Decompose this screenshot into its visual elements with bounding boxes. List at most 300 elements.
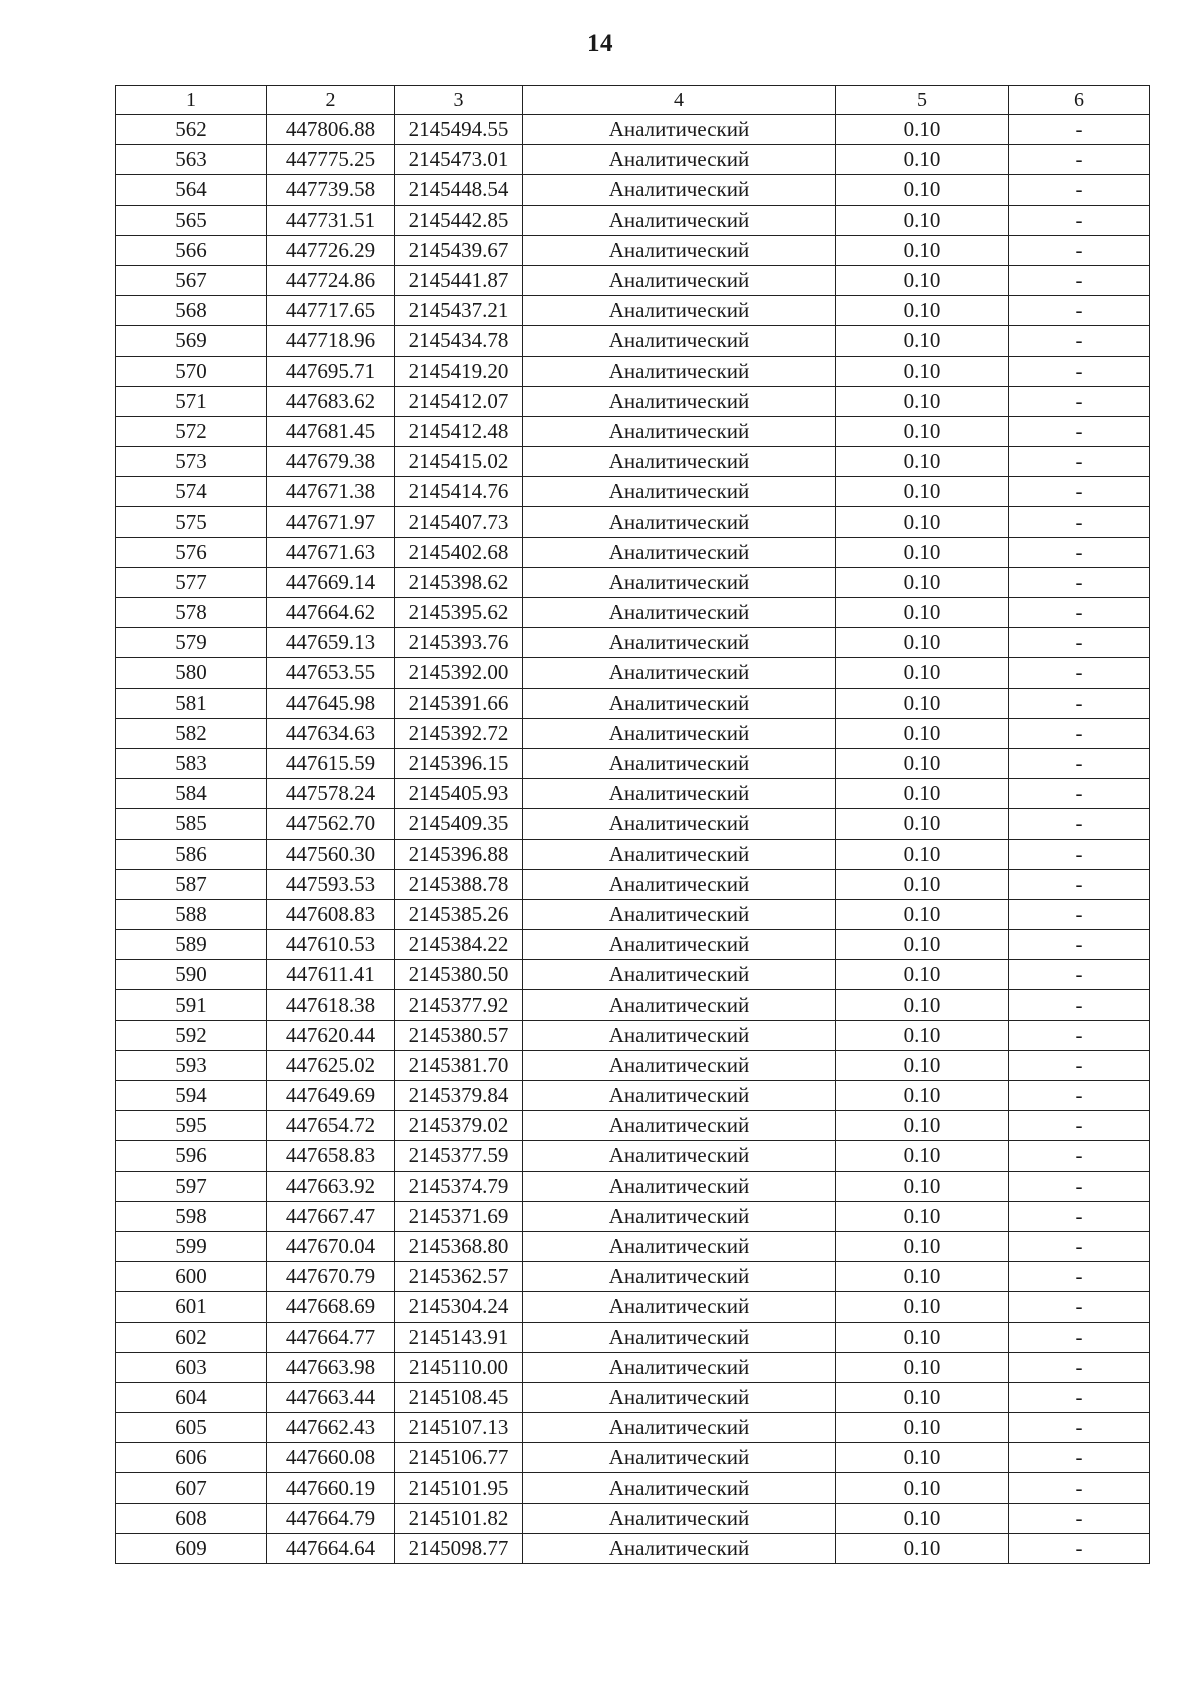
method-cell: Аналитический [523, 1473, 836, 1503]
table-row [116, 1473, 1150, 1503]
x-coordinate-cell: 447645.98 [267, 688, 395, 718]
accuracy-cell: 0.10 [836, 567, 1009, 597]
y-coordinate-cell: 2145494.55 [395, 115, 523, 145]
accuracy-cell: 0.10 [836, 145, 1009, 175]
x-coordinate-cell: 447668.69 [267, 1292, 395, 1322]
y-coordinate-cell: 2145396.88 [395, 839, 523, 869]
point-number-cell: 603 [116, 1352, 267, 1382]
point-number-cell: 568 [116, 296, 267, 326]
accuracy-cell: 0.10 [836, 265, 1009, 295]
y-coordinate-cell: 2145442.85 [395, 205, 523, 235]
method-cell: Аналитический [523, 1382, 836, 1412]
note-cell: - [1009, 869, 1150, 899]
accuracy-cell: 0.10 [836, 1352, 1009, 1382]
accuracy-cell: 0.10 [836, 1443, 1009, 1473]
accuracy-cell: 0.10 [836, 1050, 1009, 1080]
accuracy-cell: 0.10 [836, 779, 1009, 809]
point-number-cell: 564 [116, 175, 267, 205]
x-coordinate-cell: 447775.25 [267, 145, 395, 175]
y-coordinate-cell: 2145107.13 [395, 1413, 523, 1443]
accuracy-cell: 0.10 [836, 356, 1009, 386]
note-cell: - [1009, 990, 1150, 1020]
y-coordinate-cell: 2145385.26 [395, 899, 523, 929]
note-cell: - [1009, 507, 1150, 537]
table-row [116, 1171, 1150, 1201]
note-cell: - [1009, 145, 1150, 175]
table-row [116, 115, 1150, 145]
note-cell: - [1009, 1322, 1150, 1352]
point-number-cell: 609 [116, 1533, 267, 1563]
table-row [116, 658, 1150, 688]
accuracy-cell: 0.10 [836, 748, 1009, 778]
point-number-cell: 591 [116, 990, 267, 1020]
y-coordinate-cell: 2145392.00 [395, 658, 523, 688]
y-coordinate-cell: 2145402.68 [395, 537, 523, 567]
y-coordinate-cell: 2145380.57 [395, 1020, 523, 1050]
x-coordinate-cell: 447683.62 [267, 386, 395, 416]
point-number-cell: 595 [116, 1111, 267, 1141]
x-coordinate-cell: 447670.79 [267, 1262, 395, 1292]
point-number-cell: 596 [116, 1141, 267, 1171]
table-row [116, 326, 1150, 356]
method-cell: Аналитический [523, 235, 836, 265]
method-cell: Аналитический [523, 1413, 836, 1443]
y-coordinate-cell: 2145101.95 [395, 1473, 523, 1503]
x-coordinate-cell: 447726.29 [267, 235, 395, 265]
x-coordinate-cell: 447671.38 [267, 477, 395, 507]
note-cell: - [1009, 1111, 1150, 1141]
accuracy-cell: 0.10 [836, 115, 1009, 145]
accuracy-cell: 0.10 [836, 809, 1009, 839]
y-coordinate-cell: 2145377.59 [395, 1141, 523, 1171]
method-cell: Аналитический [523, 447, 836, 477]
y-coordinate-cell: 2145419.20 [395, 356, 523, 386]
accuracy-cell: 0.10 [836, 477, 1009, 507]
table-row [116, 507, 1150, 537]
accuracy-cell: 0.10 [836, 1292, 1009, 1322]
point-number-cell: 587 [116, 869, 267, 899]
method-cell: Аналитический [523, 688, 836, 718]
method-cell: Аналитический [523, 1141, 836, 1171]
table-row [116, 416, 1150, 446]
method-cell: Аналитический [523, 658, 836, 688]
table-row [116, 265, 1150, 295]
method-cell: Аналитический [523, 1292, 836, 1322]
accuracy-cell: 0.10 [836, 628, 1009, 658]
accuracy-cell: 0.10 [836, 1081, 1009, 1111]
method-cell: Аналитический [523, 1171, 836, 1201]
point-number-cell: 574 [116, 477, 267, 507]
table-row [116, 930, 1150, 960]
y-coordinate-cell: 2145379.02 [395, 1111, 523, 1141]
accuracy-cell: 0.10 [836, 1503, 1009, 1533]
point-number-cell: 593 [116, 1050, 267, 1080]
x-coordinate-cell: 447611.41 [267, 960, 395, 990]
x-coordinate-cell: 447620.44 [267, 1020, 395, 1050]
method-cell: Аналитический [523, 145, 836, 175]
method-cell: Аналитический [523, 477, 836, 507]
x-coordinate-cell: 447562.70 [267, 809, 395, 839]
table-row [116, 779, 1150, 809]
point-number-cell: 600 [116, 1262, 267, 1292]
point-number-cell: 573 [116, 447, 267, 477]
method-cell: Аналитический [523, 1050, 836, 1080]
point-number-cell: 581 [116, 688, 267, 718]
y-coordinate-cell: 2145405.93 [395, 779, 523, 809]
method-cell: Аналитический [523, 990, 836, 1020]
y-coordinate-cell: 2145388.78 [395, 869, 523, 899]
accuracy-cell: 0.10 [836, 1473, 1009, 1503]
accuracy-cell: 0.10 [836, 960, 1009, 990]
point-number-cell: 608 [116, 1503, 267, 1533]
note-cell: - [1009, 598, 1150, 628]
accuracy-cell: 0.10 [836, 658, 1009, 688]
accuracy-cell: 0.10 [836, 416, 1009, 446]
x-coordinate-cell: 447663.98 [267, 1352, 395, 1382]
x-coordinate-cell: 447659.13 [267, 628, 395, 658]
accuracy-cell: 0.10 [836, 1413, 1009, 1443]
table-row [116, 386, 1150, 416]
point-number-cell: 572 [116, 416, 267, 446]
method-cell: Аналитический [523, 507, 836, 537]
note-cell: - [1009, 296, 1150, 326]
point-number-cell: 576 [116, 537, 267, 567]
x-coordinate-cell: 447664.64 [267, 1533, 395, 1563]
y-coordinate-cell: 2145098.77 [395, 1533, 523, 1563]
table-row [116, 869, 1150, 899]
note-cell: - [1009, 537, 1150, 567]
y-coordinate-cell: 2145441.87 [395, 265, 523, 295]
table-row [116, 235, 1150, 265]
point-number-cell: 569 [116, 326, 267, 356]
y-coordinate-cell: 2145384.22 [395, 930, 523, 960]
method-cell: Аналитический [523, 1352, 836, 1382]
x-coordinate-cell: 447717.65 [267, 296, 395, 326]
method-cell: Аналитический [523, 175, 836, 205]
accuracy-cell: 0.10 [836, 1141, 1009, 1171]
accuracy-cell: 0.10 [836, 688, 1009, 718]
x-coordinate-cell: 447654.72 [267, 1111, 395, 1141]
point-number-cell: 566 [116, 235, 267, 265]
y-coordinate-cell: 2145395.62 [395, 598, 523, 628]
table-row [116, 1503, 1150, 1533]
table-row [116, 175, 1150, 205]
x-coordinate-cell: 447681.45 [267, 416, 395, 446]
note-cell: - [1009, 1533, 1150, 1563]
table-row [116, 537, 1150, 567]
accuracy-cell: 0.10 [836, 1231, 1009, 1261]
x-coordinate-cell: 447664.77 [267, 1322, 395, 1352]
table-row [116, 1292, 1150, 1322]
note-cell: - [1009, 718, 1150, 748]
accuracy-cell: 0.10 [836, 718, 1009, 748]
point-number-cell: 597 [116, 1171, 267, 1201]
x-coordinate-cell: 447739.58 [267, 175, 395, 205]
point-number-cell: 582 [116, 718, 267, 748]
note-cell: - [1009, 1141, 1150, 1171]
x-coordinate-cell: 447671.63 [267, 537, 395, 567]
x-coordinate-cell: 447593.53 [267, 869, 395, 899]
y-coordinate-cell: 2145371.69 [395, 1201, 523, 1231]
note-cell: - [1009, 1171, 1150, 1201]
point-number-cell: 577 [116, 567, 267, 597]
y-coordinate-cell: 2145414.76 [395, 477, 523, 507]
y-coordinate-cell: 2145412.07 [395, 386, 523, 416]
note-cell: - [1009, 1292, 1150, 1322]
point-number-cell: 599 [116, 1231, 267, 1261]
note-cell: - [1009, 809, 1150, 839]
point-number-cell: 586 [116, 839, 267, 869]
x-coordinate-cell: 447578.24 [267, 779, 395, 809]
method-cell: Аналитический [523, 718, 836, 748]
note-cell: - [1009, 447, 1150, 477]
accuracy-cell: 0.10 [836, 447, 1009, 477]
point-number-cell: 606 [116, 1443, 267, 1473]
method-cell: Аналитический [523, 869, 836, 899]
y-coordinate-cell: 2145391.66 [395, 688, 523, 718]
accuracy-cell: 0.10 [836, 1171, 1009, 1201]
table-row [116, 1020, 1150, 1050]
table-row [116, 1050, 1150, 1080]
y-coordinate-cell: 2145396.15 [395, 748, 523, 778]
x-coordinate-cell: 447679.38 [267, 447, 395, 477]
table-row [116, 1533, 1150, 1563]
accuracy-cell: 0.10 [836, 1382, 1009, 1412]
note-cell: - [1009, 748, 1150, 778]
accuracy-cell: 0.10 [836, 1201, 1009, 1231]
method-cell: Аналитический [523, 386, 836, 416]
x-coordinate-cell: 447615.59 [267, 748, 395, 778]
table-row [116, 990, 1150, 1020]
note-cell: - [1009, 658, 1150, 688]
table-row [116, 688, 1150, 718]
table-row [116, 839, 1150, 869]
column-header: 2 [267, 86, 395, 115]
table-row [116, 1231, 1150, 1261]
method-cell: Аналитический [523, 1533, 836, 1563]
note-cell: - [1009, 567, 1150, 597]
column-header: 6 [1009, 86, 1150, 115]
note-cell: - [1009, 1020, 1150, 1050]
column-header: 4 [523, 86, 836, 115]
note-cell: - [1009, 899, 1150, 929]
accuracy-cell: 0.10 [836, 930, 1009, 960]
method-cell: Аналитический [523, 356, 836, 386]
method-cell: Аналитический [523, 1081, 836, 1111]
table-row [116, 809, 1150, 839]
note-cell: - [1009, 1262, 1150, 1292]
method-cell: Аналитический [523, 839, 836, 869]
note-cell: - [1009, 175, 1150, 205]
x-coordinate-cell: 447664.79 [267, 1503, 395, 1533]
y-coordinate-cell: 2145434.78 [395, 326, 523, 356]
y-coordinate-cell: 2145381.70 [395, 1050, 523, 1080]
method-cell: Аналитический [523, 930, 836, 960]
note-cell: - [1009, 628, 1150, 658]
accuracy-cell: 0.10 [836, 598, 1009, 628]
x-coordinate-cell: 447669.14 [267, 567, 395, 597]
table-row [116, 1443, 1150, 1473]
note-cell: - [1009, 477, 1150, 507]
y-coordinate-cell: 2145393.76 [395, 628, 523, 658]
method-cell: Аналитический [523, 296, 836, 326]
accuracy-cell: 0.10 [836, 899, 1009, 929]
y-coordinate-cell: 2145439.67 [395, 235, 523, 265]
y-coordinate-cell: 2145374.79 [395, 1171, 523, 1201]
table-body [116, 86, 1150, 1564]
y-coordinate-cell: 2145380.50 [395, 960, 523, 990]
x-coordinate-cell: 447670.04 [267, 1231, 395, 1261]
coordinates-table [115, 85, 1150, 1564]
x-coordinate-cell: 447618.38 [267, 990, 395, 1020]
point-number-cell: 607 [116, 1473, 267, 1503]
table-row [116, 1322, 1150, 1352]
note-cell: - [1009, 1413, 1150, 1443]
table-row [116, 748, 1150, 778]
point-number-cell: 598 [116, 1201, 267, 1231]
note-cell: - [1009, 1231, 1150, 1261]
note-cell: - [1009, 386, 1150, 416]
y-coordinate-cell: 2145448.54 [395, 175, 523, 205]
method-cell: Аналитический [523, 628, 836, 658]
note-cell: - [1009, 1382, 1150, 1412]
accuracy-cell: 0.10 [836, 235, 1009, 265]
note-cell: - [1009, 839, 1150, 869]
x-coordinate-cell: 447724.86 [267, 265, 395, 295]
point-number-cell: 575 [116, 507, 267, 537]
method-cell: Аналитический [523, 598, 836, 628]
accuracy-cell: 0.10 [836, 326, 1009, 356]
note-cell: - [1009, 1503, 1150, 1533]
note-cell: - [1009, 356, 1150, 386]
table-row [116, 1141, 1150, 1171]
note-cell: - [1009, 326, 1150, 356]
note-cell: - [1009, 930, 1150, 960]
method-cell: Аналитический [523, 960, 836, 990]
table-row [116, 718, 1150, 748]
method-cell: Аналитический [523, 748, 836, 778]
y-coordinate-cell: 2145108.45 [395, 1382, 523, 1412]
accuracy-cell: 0.10 [836, 1020, 1009, 1050]
point-number-cell: 579 [116, 628, 267, 658]
x-coordinate-cell: 447608.83 [267, 899, 395, 929]
y-coordinate-cell: 2145415.02 [395, 447, 523, 477]
accuracy-cell: 0.10 [836, 990, 1009, 1020]
note-cell: - [1009, 1352, 1150, 1382]
x-coordinate-cell: 447731.51 [267, 205, 395, 235]
method-cell: Аналитический [523, 779, 836, 809]
x-coordinate-cell: 447663.92 [267, 1171, 395, 1201]
note-cell: - [1009, 1443, 1150, 1473]
table-row [116, 145, 1150, 175]
point-number-cell: 567 [116, 265, 267, 295]
method-cell: Аналитический [523, 1111, 836, 1141]
table-row [116, 1201, 1150, 1231]
point-number-cell: 583 [116, 748, 267, 778]
note-cell: - [1009, 1201, 1150, 1231]
method-cell: Аналитический [523, 1231, 836, 1261]
x-coordinate-cell: 447660.19 [267, 1473, 395, 1503]
method-cell: Аналитический [523, 265, 836, 295]
table-row [116, 960, 1150, 990]
x-coordinate-cell: 447662.43 [267, 1413, 395, 1443]
accuracy-cell: 0.10 [836, 1322, 1009, 1352]
y-coordinate-cell: 2145106.77 [395, 1443, 523, 1473]
accuracy-cell: 0.10 [836, 175, 1009, 205]
column-header: 5 [836, 86, 1009, 115]
note-cell: - [1009, 779, 1150, 809]
y-coordinate-cell: 2145362.57 [395, 1262, 523, 1292]
y-coordinate-cell: 2145392.72 [395, 718, 523, 748]
x-coordinate-cell: 447610.53 [267, 930, 395, 960]
method-cell: Аналитический [523, 567, 836, 597]
method-cell: Аналитический [523, 1262, 836, 1292]
x-coordinate-cell: 447560.30 [267, 839, 395, 869]
x-coordinate-cell: 447653.55 [267, 658, 395, 688]
table-row [116, 1081, 1150, 1111]
method-cell: Аналитический [523, 1201, 836, 1231]
method-cell: Аналитический [523, 809, 836, 839]
accuracy-cell: 0.10 [836, 205, 1009, 235]
accuracy-cell: 0.10 [836, 1111, 1009, 1141]
y-coordinate-cell: 2145101.82 [395, 1503, 523, 1533]
y-coordinate-cell: 2145409.35 [395, 809, 523, 839]
point-number-cell: 589 [116, 930, 267, 960]
point-number-cell: 580 [116, 658, 267, 688]
y-coordinate-cell: 2145304.24 [395, 1292, 523, 1322]
table-row [116, 1262, 1150, 1292]
y-coordinate-cell: 2145379.84 [395, 1081, 523, 1111]
y-coordinate-cell: 2145398.62 [395, 567, 523, 597]
note-cell: - [1009, 205, 1150, 235]
note-cell: - [1009, 1050, 1150, 1080]
table-row [116, 1111, 1150, 1141]
x-coordinate-cell: 447660.08 [267, 1443, 395, 1473]
note-cell: - [1009, 1473, 1150, 1503]
point-number-cell: 585 [116, 809, 267, 839]
method-cell: Аналитический [523, 205, 836, 235]
point-number-cell: 565 [116, 205, 267, 235]
point-number-cell: 604 [116, 1382, 267, 1412]
method-cell: Аналитический [523, 1443, 836, 1473]
note-cell: - [1009, 688, 1150, 718]
accuracy-cell: 0.10 [836, 1533, 1009, 1563]
note-cell: - [1009, 265, 1150, 295]
table-row [116, 1382, 1150, 1412]
method-cell: Аналитический [523, 537, 836, 567]
y-coordinate-cell: 2145377.92 [395, 990, 523, 1020]
x-coordinate-cell: 447667.47 [267, 1201, 395, 1231]
point-number-cell: 584 [116, 779, 267, 809]
x-coordinate-cell: 447634.63 [267, 718, 395, 748]
accuracy-cell: 0.10 [836, 386, 1009, 416]
x-coordinate-cell: 447806.88 [267, 115, 395, 145]
note-cell: - [1009, 115, 1150, 145]
y-coordinate-cell: 2145437.21 [395, 296, 523, 326]
x-coordinate-cell: 447695.71 [267, 356, 395, 386]
accuracy-cell: 0.10 [836, 296, 1009, 326]
column-header: 1 [116, 86, 267, 115]
note-cell: - [1009, 960, 1150, 990]
accuracy-cell: 0.10 [836, 869, 1009, 899]
y-coordinate-cell: 2145407.73 [395, 507, 523, 537]
method-cell: Аналитический [523, 1020, 836, 1050]
table-row [116, 296, 1150, 326]
point-number-cell: 590 [116, 960, 267, 990]
point-number-cell: 570 [116, 356, 267, 386]
point-number-cell: 605 [116, 1413, 267, 1443]
note-cell: - [1009, 1081, 1150, 1111]
